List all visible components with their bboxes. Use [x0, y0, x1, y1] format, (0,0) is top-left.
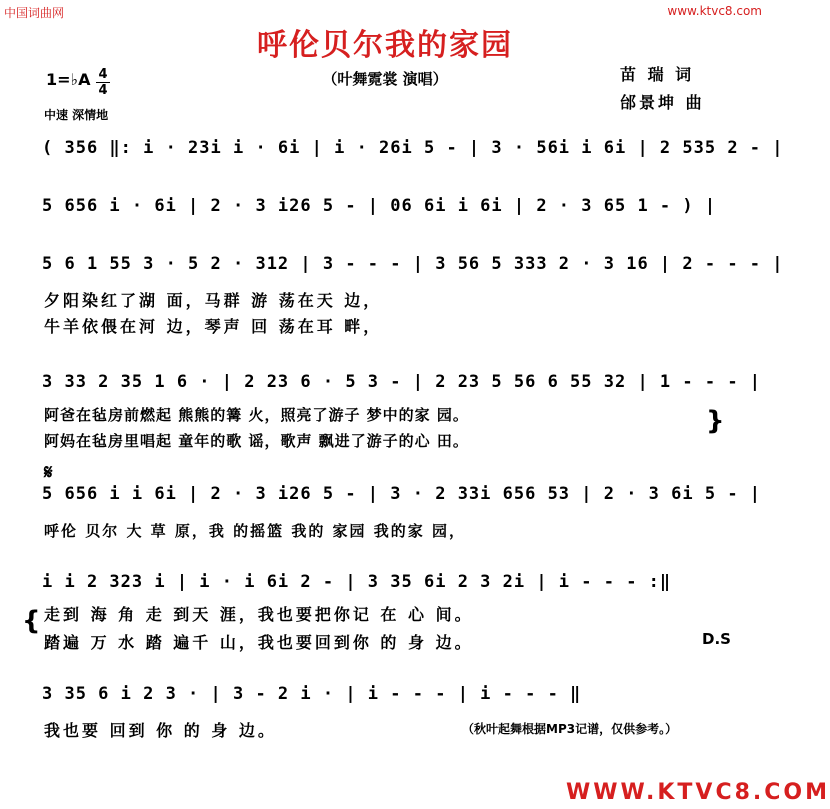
notation-row-6: i i 2 323 i | i · i 6i 2 - | 3 35 6i 2 3 2i | i - - - :‖	[42, 572, 672, 592]
notation-row-5: 5 656 i i 6i | 2 · 3 i26 5 - | 3 · 2 33i 656 53 | 2 · 3 6i 5 - |	[42, 484, 762, 504]
lyric-row-4a: 阿爸在毡房前燃起 熊熊的篝 火，照亮了游子 梦中的家 园。	[44, 406, 469, 424]
watermark-site-name: 中国词曲网	[4, 6, 65, 20]
lyric-row-6b: 踏遍 万 水 踏 遍千 山，我也要回到你 的 身 边。	[44, 633, 474, 652]
performer-line: （叶舞霓裳 演唱）	[322, 70, 448, 88]
notation-row-1: ( 356 ‖: i · 23i i · 6i | i · 26i 5 - | 3 · 56i i 6i | 2 535 2 - |	[42, 138, 784, 158]
key-signature: 1=♭A	[46, 70, 91, 89]
lyric-row-5: 呼伦 贝尔 大 草 原，我 的摇篮 我的 家园 我的家 园，	[44, 522, 467, 540]
lyric-row-3b: 牛羊依偎在河 边，琴声 回 荡在耳 畔，	[44, 317, 383, 336]
notation-row-3: 5 6 1 55 3 · 5 2 · 312 | 3 - - - | 3 56 5 333 2 · 3 16 | 2 - - - |	[42, 254, 784, 274]
lyricist-credit: 苗 瑞 词	[620, 65, 695, 84]
ds-marker: D.S	[702, 630, 731, 648]
transcription-note: （秋叶起舞根据MP3记谱，仅供参考。）	[462, 722, 678, 736]
tempo-marking: 中速 深情地	[44, 108, 109, 122]
notation-row-2: 5 656 i · 6i | 2 · 3 i26 5 - | 06 6i i 6i | 2 · 3 65 1 - ) |	[42, 196, 717, 216]
watermark-bottom: WWW.KTVC8.COM	[566, 780, 830, 805]
lyric-row-4b: 阿妈在毡房里唱起 童年的歌 谣，歌声 飘进了游子的心 田。	[44, 432, 469, 450]
notation-row-4: 3 33 2 35 1 6 · | 2 23 6 · 5 3 - | 2 23 5 56 6 55 32 | 1 - - - |	[42, 372, 762, 392]
lyric-row-3a: 夕阳染红了湖 面，马群 游 荡在天 边，	[44, 291, 383, 310]
time-signature	[96, 68, 110, 97]
meter-bottom: 4	[98, 83, 108, 98]
composer-credit: 邰景坤 曲	[620, 93, 705, 112]
verse-brace-right: }	[706, 406, 725, 436]
lyric-row-7: 我也要 回到 你 的 身 边。	[44, 721, 277, 740]
segno-sign: 𝄋	[44, 460, 53, 484]
meter-top: 4	[98, 67, 108, 82]
verse-brace-left: {	[22, 606, 41, 636]
song-title: 呼伦贝尔我的家园	[257, 28, 513, 63]
notation-row-7: 3 35 6 i 2 3 · | 3 - 2 i · | i - - - | i - - - ‖	[42, 684, 582, 704]
watermark-site-url: www.ktvc8.com	[667, 4, 762, 18]
lyric-row-6a: 走到 海 角 走 到天 涯，我也要把你记 在 心 间。	[44, 605, 474, 624]
